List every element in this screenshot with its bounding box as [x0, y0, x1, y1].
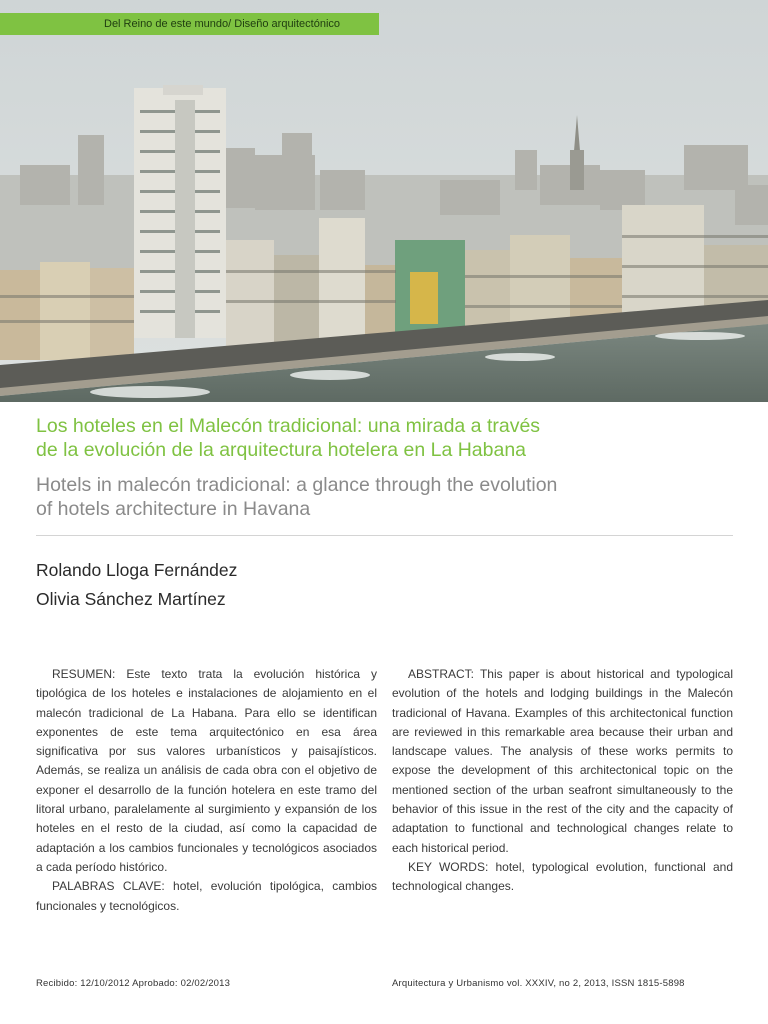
author-list — [36, 556, 237, 614]
hero-photo-malecon-havana — [0, 0, 768, 402]
palabras-clave: PALABRAS CLAVE: hotel, evolución tipológica, cambios funcionales y tecnológicos. — [36, 879, 377, 913]
article-title-english — [36, 473, 736, 521]
key-words: KEY WORDS: hotel, typological evolution, functional and technological changes. — [392, 859, 733, 894]
abstract-spanish — [36, 665, 377, 916]
author-name: Rolando Lloga Fernández — [36, 560, 238, 580]
author-name: Olivia Sánchez Martínez — [36, 589, 226, 609]
abstract-text: ABSTRACT: This paper is about historical and typological evolution of the hotels and lodging buildings in the Malecón tradicional of Havana. Examples of this architectonical function are reviewed in this remarkable area because their urban and landscape values. The analysis of these works permits to expose the development of this architectonical topic on the mentioned section of the urban seafront simultaneously to the behavior of this issue in the rest of the city and the capacity of adaptation to functional and technological changes relate to each historical period. — [392, 667, 733, 855]
title-en-line-2: of hotels architecture in Havana — [36, 498, 311, 520]
title-es-line-2: de la evolución de la arquitectura hotelera en La Habana — [36, 439, 527, 461]
havana-skyline-illustration — [0, 0, 768, 402]
resumen-text: RESUMEN: Este texto trata la evolución histórica y tipológica de los hoteles e instalaciones de alojamiento en el malecón tradicional de La Habana. Para ello se identifican exponentes de este tema arquitectónico en esa área significativa por sus valores urbanísticos y paisajísticos. Además, se realiza un análisis de cada obra con el objetivo de exponer el desarrollo de la función hotelera en este tramo del litoral urbano, paralelamente al surgimiento y expansión de los hoteles en el resto de la ciudad, así como la capacidad de adaptación a los cambios funcionales y tecnológicos asociados a cada período histórico. — [36, 667, 377, 874]
title-divider — [36, 535, 733, 536]
footer-citation: Arquitectura y Urbanismo vol. XXXIV, no 2, 2013, ISSN 1815-5898 — [392, 978, 685, 989]
footer-dates: Recibido: 12/10/2012 Aprobado: 02/02/2013 — [36, 978, 231, 989]
title-es-line-1: Los hoteles en el Malecón tradicional: una mirada a través — [36, 415, 541, 437]
abstract-english — [392, 665, 733, 897]
article-title-spanish — [36, 414, 736, 462]
title-en-line-1: Hotels in malecón tradicional: a glance through the evolution — [36, 474, 558, 496]
section-tab: Del Reino de este mundo/ Diseño arquitectónico — [0, 13, 379, 35]
